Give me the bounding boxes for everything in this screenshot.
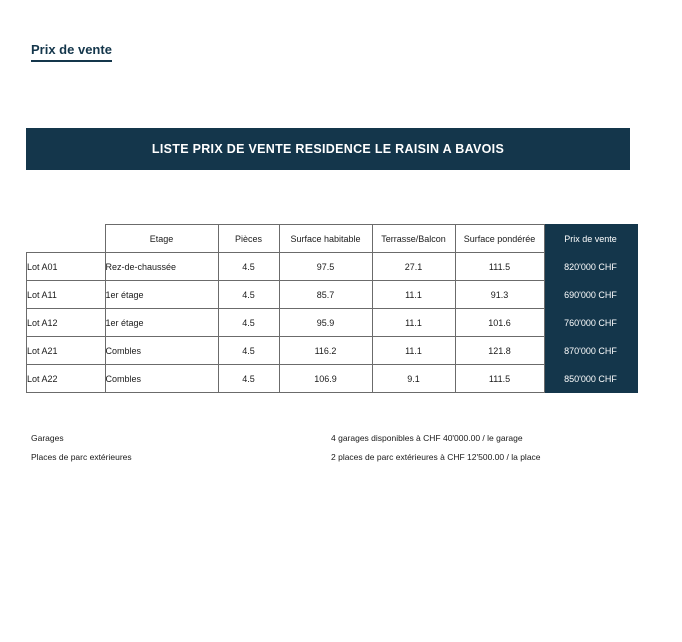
footnote-places-de-parc-value: 2 places de parc extérieures à CHF 12'500.00 / la place	[331, 452, 541, 462]
price-list-banner	[26, 128, 630, 170]
table-header-prix-de-vente: Prix de vente	[544, 225, 637, 253]
footnote-places-de-parc-label: Places de parc extérieures	[31, 452, 132, 462]
table-header-corner	[27, 225, 106, 253]
cell-lot: Lot A01	[27, 253, 106, 281]
footnote-garages-value: 4 garages disponibles à CHF 40'000.00 / le garage	[331, 433, 523, 443]
cell-etage: Rez-de-chaussée	[105, 253, 218, 281]
cell-lot: Lot A22	[27, 365, 106, 393]
cell-surface-ponderee: 111.5	[455, 253, 544, 281]
table-row	[27, 253, 638, 281]
table-header-pieces: Pièces	[218, 225, 279, 253]
footnote-places-de-parc	[31, 452, 631, 462]
page-title: Prix de vente	[31, 43, 112, 62]
banner-title: LISTE PRIX DE VENTE RESIDENCE LE RAISIN A BAVOIS	[151, 142, 505, 156]
table-row	[27, 281, 638, 309]
cell-surface-ponderee: 111.5	[455, 365, 544, 393]
table-header-surface-habitable: Surface habitable	[279, 225, 372, 253]
cell-terrasse-balcon: 11.1	[372, 281, 455, 309]
cell-prix: 690'000 CHF	[544, 281, 637, 309]
table-header	[27, 225, 638, 253]
cell-surface-habitable: 116.2	[279, 337, 372, 365]
cell-surface-ponderee: 91.3	[455, 281, 544, 309]
cell-terrasse-balcon: 11.1	[372, 309, 455, 337]
cell-prix: 760'000 CHF	[544, 309, 637, 337]
cell-etage: Combles	[105, 337, 218, 365]
table-row	[27, 337, 638, 365]
table-header-surface-ponderee: Surface pondérée	[455, 225, 544, 253]
cell-pieces: 4.5	[218, 365, 279, 393]
cell-surface-ponderee: 121.8	[455, 337, 544, 365]
table-header-row	[27, 225, 638, 253]
cell-pieces: 4.5	[218, 253, 279, 281]
table-header-etage: Etage	[105, 225, 218, 253]
table-header-terrasse-balcon: Terrasse/Balcon	[372, 225, 455, 253]
table-row	[27, 365, 638, 393]
footnote-garages	[31, 433, 631, 443]
footnote-garages-label: Garages	[31, 433, 64, 443]
cell-terrasse-balcon: 27.1	[372, 253, 455, 281]
cell-lot: Lot A11	[27, 281, 106, 309]
cell-etage: Combles	[105, 365, 218, 393]
cell-surface-habitable: 106.9	[279, 365, 372, 393]
cell-prix: 870'000 CHF	[544, 337, 637, 365]
cell-etage: 1er étage	[105, 281, 218, 309]
cell-lot: Lot A21	[27, 337, 106, 365]
footnotes	[31, 433, 631, 471]
cell-pieces: 4.5	[218, 309, 279, 337]
cell-prix: 850'000 CHF	[544, 365, 637, 393]
cell-surface-ponderee: 101.6	[455, 309, 544, 337]
price-table	[26, 224, 638, 393]
cell-surface-habitable: 85.7	[279, 281, 372, 309]
table-body	[27, 253, 638, 393]
table-row	[27, 309, 638, 337]
cell-prix: 820'000 CHF	[544, 253, 637, 281]
cell-pieces: 4.5	[218, 281, 279, 309]
cell-terrasse-balcon: 11.1	[372, 337, 455, 365]
cell-etage: 1er étage	[105, 309, 218, 337]
cell-terrasse-balcon: 9.1	[372, 365, 455, 393]
cell-lot: Lot A12	[27, 309, 106, 337]
cell-pieces: 4.5	[218, 337, 279, 365]
cell-surface-habitable: 97.5	[279, 253, 372, 281]
cell-surface-habitable: 95.9	[279, 309, 372, 337]
